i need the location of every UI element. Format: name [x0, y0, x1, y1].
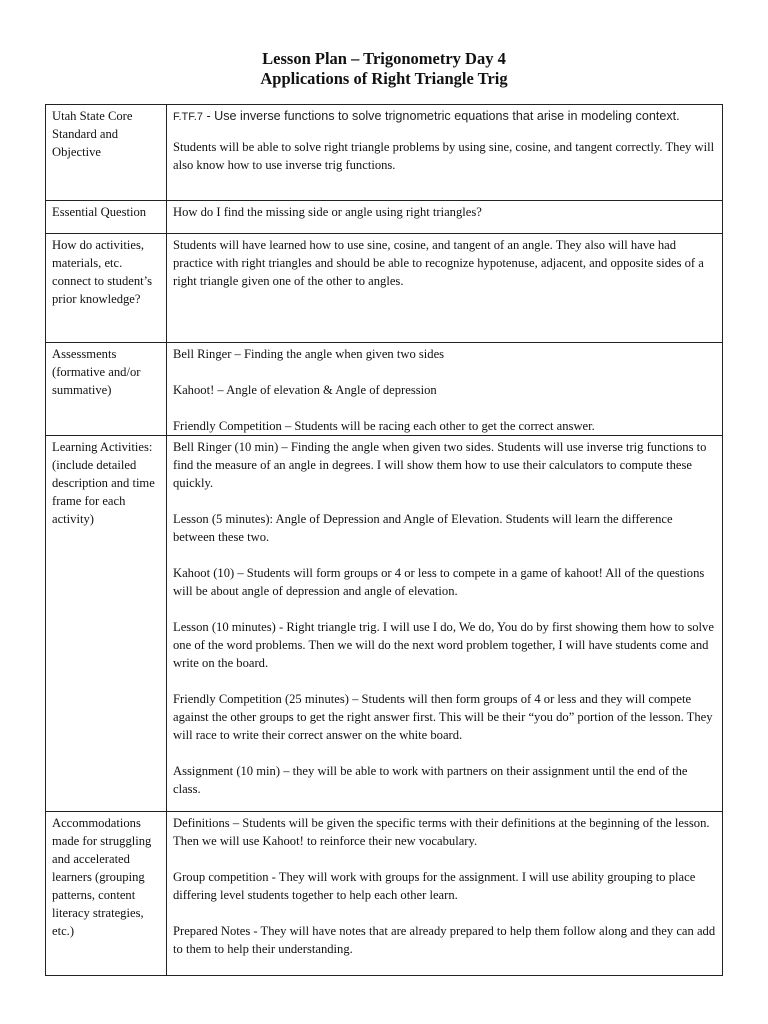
row-label-assessments: Assessments (formative and/or summative)	[46, 343, 167, 436]
table-row-standard	[46, 105, 723, 201]
assessment-item: Friendly Competition – Students will be racing each other to get the correct answer.	[173, 419, 595, 433]
page-subtitle: Applications of Right Triangle Trig	[260, 69, 508, 88]
standard-code: F.TF.7	[173, 111, 203, 123]
accommodation-item: Prepared Notes - They will have notes that are already prepared to help them follow along and they can add to them to help their understanding.	[173, 924, 716, 956]
standard-text	[173, 107, 716, 126]
activity-item: Friendly Competition (25 minutes) – Students will then form groups of 4 or less and they will compete against the other groups to get the right answer first. This will be their “you do” portion of the lesson. They will race to write their correct answer on the white board.	[173, 692, 713, 742]
row-label-prior-knowledge: How do activities, materials, etc. connect to student’s prior knowledge?	[46, 234, 167, 343]
accommodation-item: Group competition - They will work with groups for the assignment. I will use ability grouping to place differing level students together to help each other learn.	[173, 870, 696, 902]
row-label-essential: Essential Question	[46, 201, 167, 234]
page-title: Lesson Plan – Trigonometry Day 4	[262, 49, 506, 68]
assessment-item: Kahoot! – Angle of elevation & Angle of depression	[173, 383, 437, 397]
row-label-accommodations: Accommodations made for struggling and accelerated learners (grouping patterns, content literacy strategies, etc.)	[46, 812, 167, 976]
table-row-accommodations	[46, 812, 723, 976]
row-label-standard: Utah State Core Standard and Objective	[46, 105, 167, 201]
activity-item: Kahoot (10) – Students will form groups or 4 or less to compete in a game of kahoot! All of the questions will be about angle of depression and angle of elevation.	[173, 566, 705, 598]
activity-item: Lesson (5 minutes): Angle of Depression and Angle of Elevation. Students will learn the difference between these two.	[173, 512, 673, 544]
row-label-activities: Learning Activities: (include detailed description and time frame for each activity)	[46, 436, 167, 812]
table-row-prior-knowledge	[46, 234, 723, 343]
prior-knowledge-text: Students will have learned how to use sine, cosine, and tangent of an angle. They also will have had practice with right triangles and should be able to recognize hypotenuse, adjacent, and opposite sides of a right triangle given one of the other to angles.	[167, 234, 723, 343]
row-content-activities	[167, 436, 723, 812]
accommodation-item: Definitions – Students will be given the specific terms with their definitions at the beginning of the lesson. Then we will use Kahoot! to reinforce their new vocabulary.	[173, 816, 710, 848]
activity-item: Assignment (10 min) – they will be able to work with partners on their assignment until the end of the class.	[173, 764, 688, 796]
lesson-plan-table	[45, 104, 723, 976]
row-content-assessments	[167, 343, 723, 436]
table-row-activities	[46, 436, 723, 812]
activity-item: Bell Ringer (10 min) – Finding the angle when given two sides. Students will use inverse trig functions to find the measure of an angle in degrees. I will show them how to use their calculators to compute these quickly.	[173, 440, 707, 490]
standard-description: - Use inverse functions to solve trignometric equations that arise in modeling context.	[202, 109, 680, 123]
activity-item: Lesson (10 minutes) - Right triangle trig. I will use I do, We do, You do by first showing them how to solve one of the word problems. Then we will do the next word problem together, I will have students come and write on the board.	[173, 620, 714, 670]
essential-question-text: How do I find the missing side or angle using right triangles?	[167, 201, 723, 234]
table-row-assessments	[46, 343, 723, 436]
objective-text: Students will be able to solve right triangle problems by using sine, cosine, and tangent correctly. They will also know how to use inverse trig functions.	[173, 140, 715, 172]
row-content-accommodations	[167, 812, 723, 976]
row-content-standard	[167, 105, 723, 201]
assessment-item: Bell Ringer – Finding the angle when given two sides	[173, 347, 445, 361]
table-row-essential	[46, 201, 723, 234]
